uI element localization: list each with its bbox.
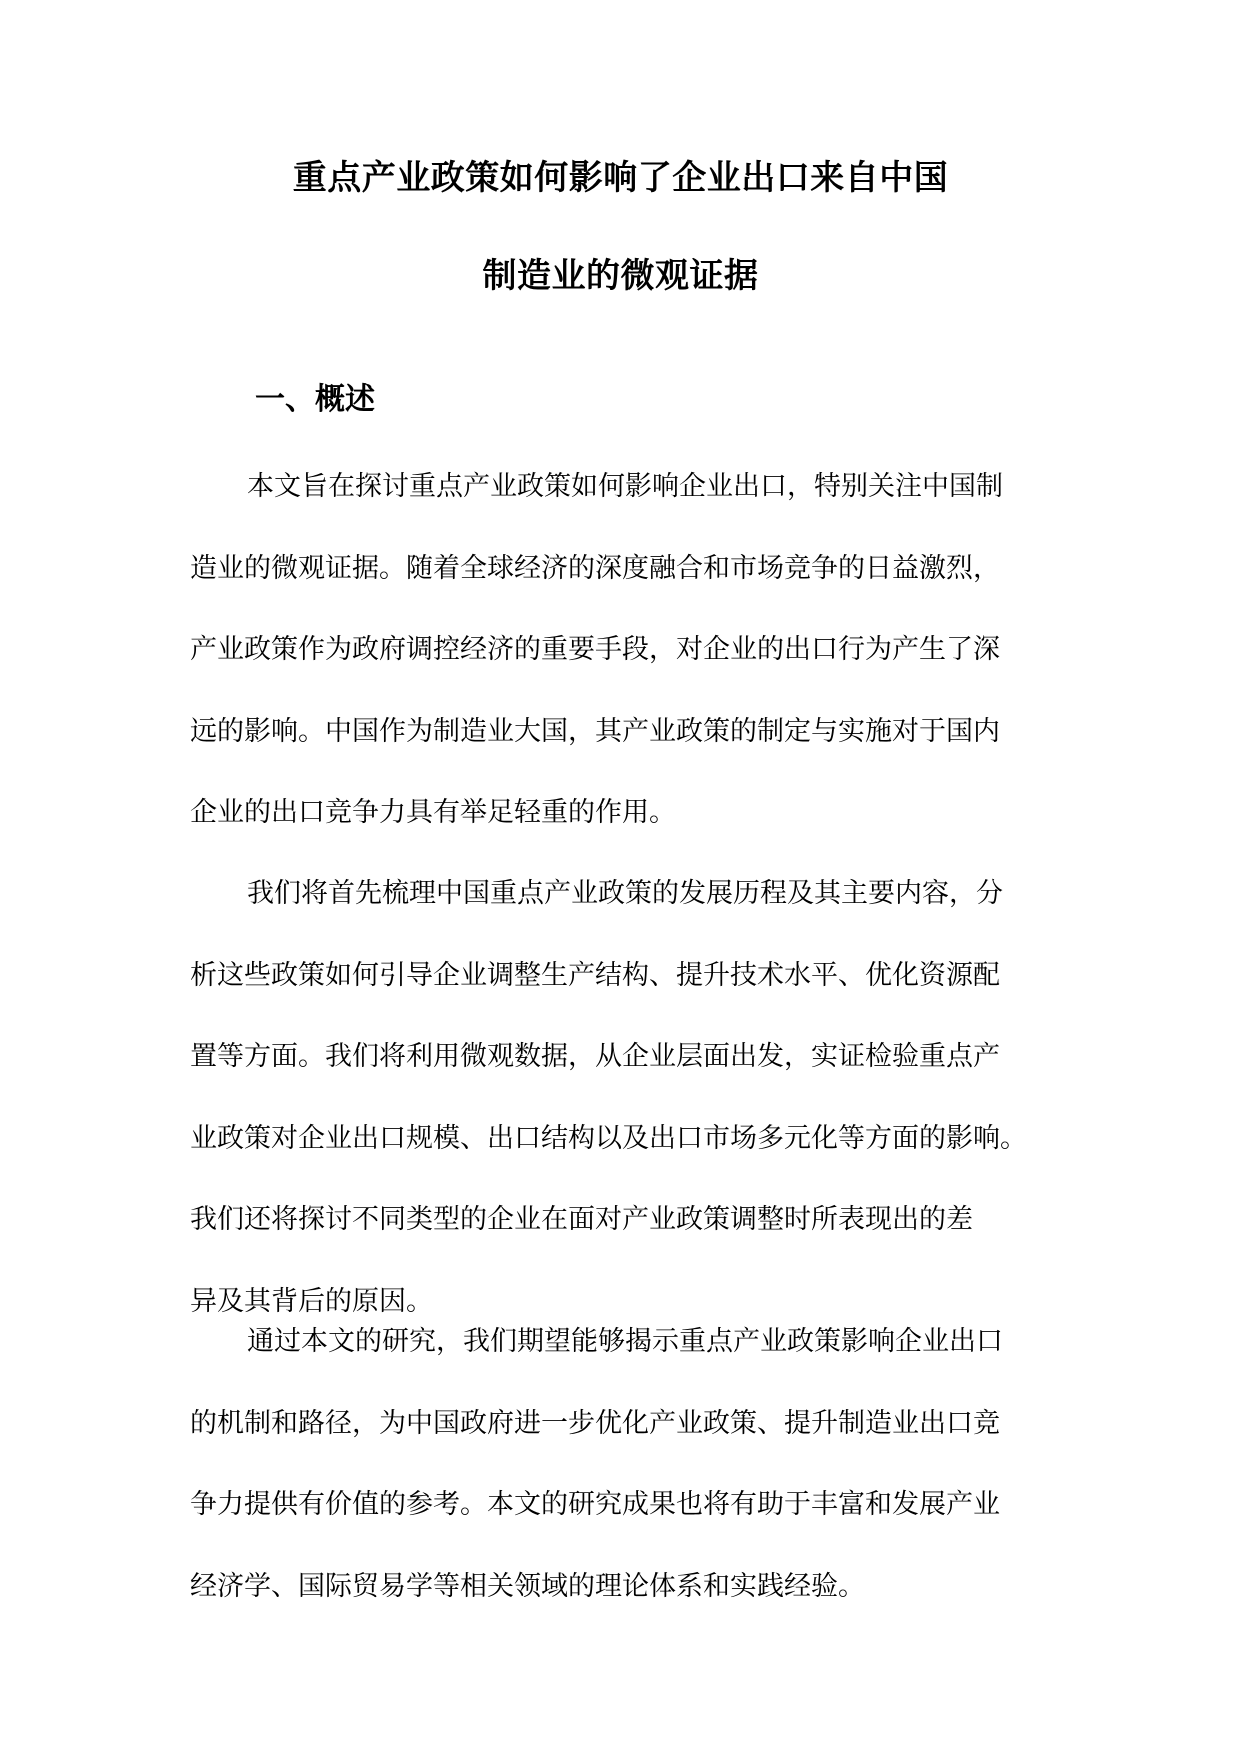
paragraph-line: 经济学、国际贸易学等相关领域的理论体系和实践经验。 [190,1570,865,1602]
paragraph-line: 本文旨在探讨重点产业政策如何影响企业出口，特别关注中国制 [247,471,1003,502]
paragraph-line: 通过本文的研究，我们期望能够揭示重点产业政策影响企业出口 [247,1326,1003,1357]
paragraph-line: 产业政策作为政府调控经济的重要手段，对企业的出口行为产生了深 [190,634,1000,665]
paragraph-line: 企业的出口竞争力具有举足轻重的作用。 [190,797,676,828]
paragraph-line: 我们还将探讨不同类型的企业在面对产业政策调整时所表现出的差 [190,1204,973,1235]
paragraph-3 [190,1301,1070,1627]
paragraph-line: 我们将首先梳理中国重点产业政策的发展历程及其主要内容，分 [247,878,1003,909]
paragraph-1 [190,446,1070,854]
paragraph-line: 争力提供有价值的参考。本文的研究成果也将有助于丰富和发展产业 [190,1489,1000,1520]
paragraph-line: 业政策对企业出口规模、出口结构以及出口市场多元化等方面的影响。 [190,1122,1027,1154]
paragraph-line: 析这些政策如何引导企业调整生产结构、提升技术水平、优化资源配 [190,959,1000,991]
paragraph-2 [190,853,1070,1342]
paragraph-line: 造业的微观证据。随着全球经济的深度融合和市场竞争的日益激烈， [190,552,1000,584]
document-title-line-2: 制造业的微观证据 [482,256,759,296]
paragraph-line: 置等方面。我们将利用微观数据，从企业层面出发，实证检验重点产 [190,1041,1000,1072]
paragraph-line: 异及其背后的原因。 [190,1285,433,1317]
paragraph-line: 远的影响。中国作为制造业大国，其产业政策的制定与实施对于国内 [190,715,1000,747]
document-title-line-1: 重点产业政策如何影响了企业出口来自中国 [292,158,949,198]
section-heading: 一、概述 [255,382,375,417]
paragraph-line: 的机制和路径，为中国政府进一步优化产业政策、提升制造业出口竞 [190,1407,1000,1439]
